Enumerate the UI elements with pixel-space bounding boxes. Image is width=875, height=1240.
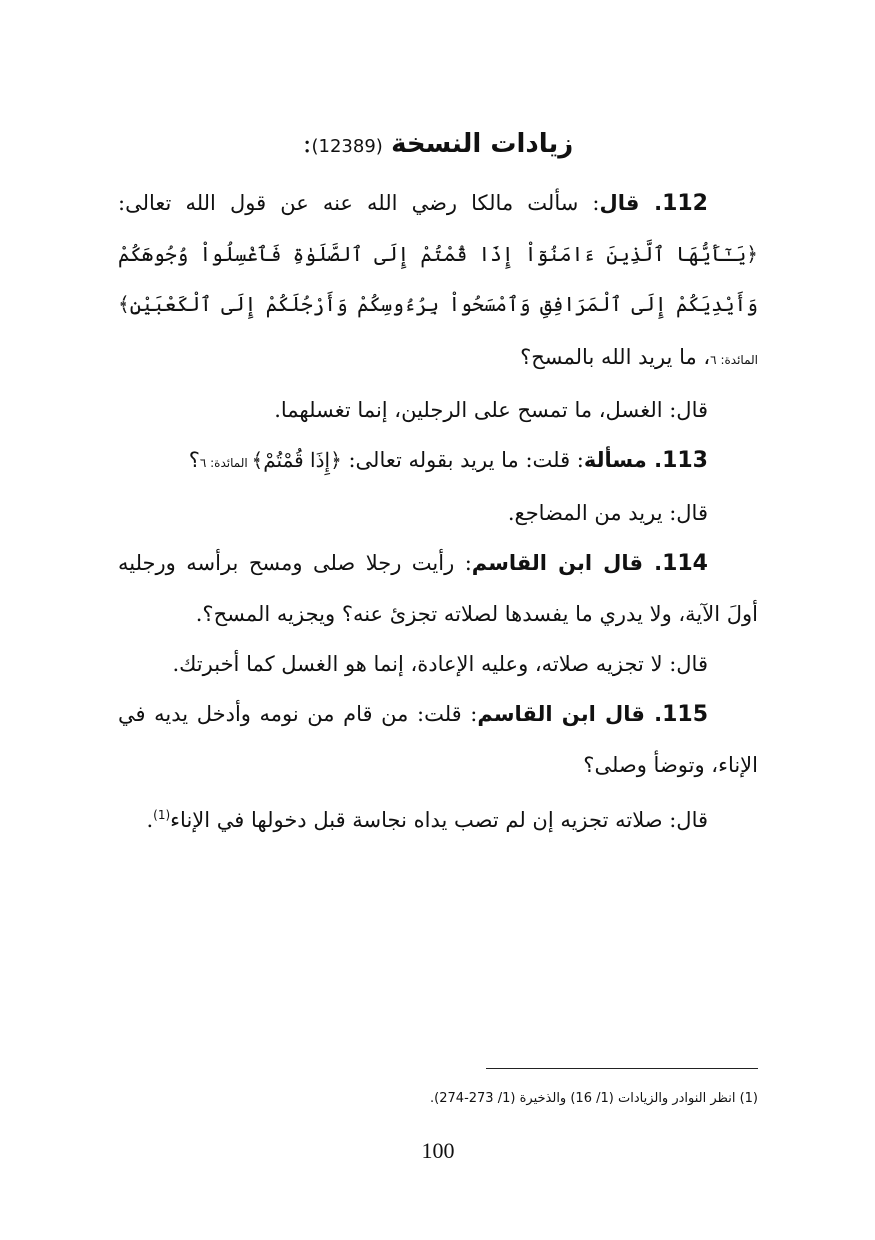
paragraph-text: : رأيت رجلا صلى ومسح برأسه ورجليه أولَ الآية، ولا يدري ما يفسدها لصلاته تجزئ عنه؟ ويجزيه المسح؟. — [118, 551, 758, 626]
footnote: (1) انظر النوادر والزيادات (1/ 16) والذخيرة (1/ 273-274). — [430, 1091, 758, 1106]
quran-verse: ﴿يَـٰٓأَيُّهَا ٱلَّذِينَ ءَامَنُوٓاْ إِذَا قُمْتُمْ إِلَى ٱلصَّلَوٰةِ فَٱغْسِلُواْ وُجُوهَكُمْ وَأَيْدِيَكُمْ إِلَى ٱلْمَرَافِقِ وَٱمْسَحُواْ بِرُءُوسِكُمْ وَأَرْجُلَكُمْ إِلَى ٱلْكَعْبَيْنِ﴾ — [118, 242, 758, 316]
footnote-divider — [486, 1068, 758, 1069]
verse-reference: المائدة: ٦ — [710, 353, 758, 367]
heading-number: (12389) — [311, 136, 383, 157]
page-number: 100 — [421, 1138, 455, 1163]
answer-114: قال: لا تجزيه صلاته، وعليه الإعادة، إنما هو الغسل كما أخبرتك. — [172, 652, 708, 676]
paragraph-number: 112 — [662, 191, 708, 216]
speaker-label: . قال ابن القاسم — [471, 551, 663, 575]
book-page — [118, 0, 758, 1240]
speaker-label: . قال ابن القاسم — [477, 702, 663, 726]
answer-112: قال: الغسل، ما تمسح على الرجلين، إنما تغسلهما. — [274, 398, 708, 422]
paragraph-text: : سألت مالكا رضي الله عنه عن قول الله تعالى: — [118, 191, 600, 215]
heading-colon: : — [302, 129, 312, 159]
answer-113: قال: يريد من المضاجع. — [507, 501, 708, 525]
paragraph-number: 114 — [662, 551, 708, 576]
answer-text: قال: صلاته تجزيه إن لم تصب يداه نجاسة قبل دخولها في الإناء — [170, 808, 708, 832]
verse-reference: المائدة: ٦ — [199, 456, 252, 470]
section-heading — [118, 124, 758, 167]
heading-title: زيادات النسخة — [391, 129, 574, 159]
answer-end: . — [146, 808, 154, 832]
body-text — [118, 178, 758, 845]
paragraph-113 — [118, 435, 758, 488]
paragraph-text: : قلت: ما يريد بقوله تعالى: — [341, 448, 584, 472]
speaker-label: . قال — [599, 191, 663, 215]
answer-115 — [118, 790, 758, 845]
paragraph-tail: ، ما يريد الله بالمسح؟ — [520, 345, 711, 369]
quran-verse: ﴿إِذَا قُمْتُمْ﴾ — [251, 448, 342, 472]
footnote-marker: (1) — [153, 808, 171, 822]
paragraph-112 — [118, 178, 758, 385]
paragraph-115 — [118, 689, 758, 790]
paragraph-number: 115 — [662, 702, 709, 727]
paragraph-tail: ؟ — [188, 448, 200, 472]
paragraph-number: 113 — [662, 448, 708, 473]
paragraph-text: : قلت: من قام من نومه وأدخل يديه في الإناء، وتوضأ وصلى؟ — [118, 702, 758, 777]
speaker-label: . مسألة — [583, 448, 663, 472]
paragraph-114 — [118, 538, 758, 639]
